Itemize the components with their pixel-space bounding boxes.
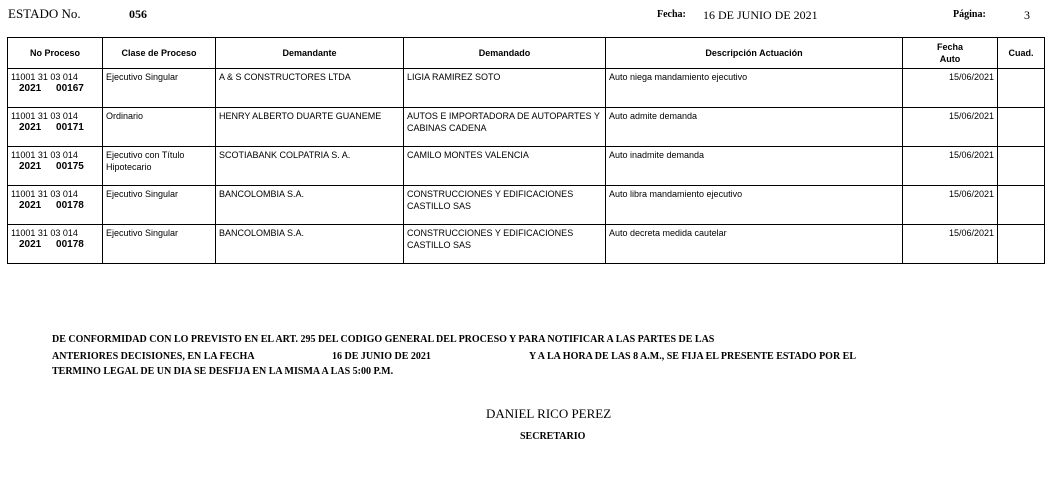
cell-clase: Ejecutivo Singular bbox=[103, 225, 216, 264]
proceso-number: 2021 00167 bbox=[19, 83, 84, 94]
cell-demandante: A & S CONSTRUCTORES LTDA bbox=[216, 69, 404, 108]
cell-fecha-auto: 15/06/2021 bbox=[903, 69, 998, 108]
legal-text-line2-end: Y A LA HORA DE LAS 8 A.M., SE FIJA EL PRESENTE ESTADO POR EL bbox=[529, 351, 857, 362]
signer-name: DANIEL RICO PEREZ bbox=[486, 406, 612, 421]
table-row bbox=[8, 108, 1045, 147]
table-row bbox=[8, 69, 1045, 108]
legal-text-line1: DE CONFORMIDAD CON LO PREVISTO EN EL ART. 295 DEL CODIGO GENERAL DEL PROCESO Y PARA NOTIFICAR A LAS PARTES DE LAS bbox=[52, 334, 715, 345]
proceso-number: 2021 00178 bbox=[19, 200, 84, 211]
cell-fecha-auto: 15/06/2021 bbox=[903, 147, 998, 186]
cell-clase: Ordinario bbox=[103, 108, 216, 147]
cell-cuad bbox=[998, 108, 1045, 147]
cell-proceso bbox=[8, 147, 103, 186]
cell-fecha-auto: 15/06/2021 bbox=[903, 108, 998, 147]
cell-clase: Ejecutivo Singular bbox=[103, 186, 216, 225]
legal-text-line3: TERMINO LEGAL DE UN DIA SE DESFIJA EN LA MISMA A LAS 5:00 P.M. bbox=[52, 366, 394, 377]
col-header-clase: Clase de Proceso bbox=[103, 38, 216, 69]
cell-demandante: HENRY ALBERTO DUARTE GUANEME bbox=[216, 108, 404, 147]
cell-clase: Ejecutivo Singular bbox=[103, 69, 216, 108]
table-header-row bbox=[8, 38, 1045, 69]
cell-fecha-auto: 15/06/2021 bbox=[903, 225, 998, 264]
cell-cuad bbox=[998, 225, 1045, 264]
cell-demandado: CONSTRUCCIONES Y EDIFICACIONES CASTILLO SAS bbox=[404, 186, 606, 225]
col-header-cuad: Cuad. bbox=[998, 38, 1045, 69]
proceso-code: 11001 31 03 014 bbox=[11, 189, 78, 199]
table-row bbox=[8, 225, 1045, 264]
signer-role: SECRETARIO bbox=[520, 431, 586, 442]
cell-proceso bbox=[8, 69, 103, 108]
cell-clase: Ejecutivo con Título Hipotecario bbox=[103, 147, 216, 186]
col-header-descripcion: Descripción Actuación bbox=[606, 38, 903, 69]
cell-demandante: BANCOLOMBIA S.A. bbox=[216, 225, 404, 264]
cell-cuad bbox=[998, 147, 1045, 186]
cell-fecha-auto: 15/06/2021 bbox=[903, 186, 998, 225]
proceso-number: 2021 00178 bbox=[19, 239, 84, 250]
cell-demandado: AUTOS E IMPORTADORA DE AUTOPARTES Y CABINAS CADENA bbox=[404, 108, 606, 147]
cell-demandado: LIGIA RAMIREZ SOTO bbox=[404, 69, 606, 108]
estado-table bbox=[7, 37, 1045, 264]
col-header-no-proceso: No Proceso bbox=[8, 38, 103, 69]
cell-descripcion: Auto decreta medida cautelar bbox=[606, 225, 903, 264]
col-header-fecha-auto-line2: Auto bbox=[939, 54, 961, 64]
proceso-number: 2021 00175 bbox=[19, 161, 84, 172]
col-header-fecha-auto bbox=[903, 38, 998, 69]
cell-cuad bbox=[998, 69, 1045, 108]
fecha-label: Fecha: bbox=[657, 9, 686, 20]
cell-proceso bbox=[8, 186, 103, 225]
cell-demandado: CONSTRUCCIONES Y EDIFICACIONES CASTILLO SAS bbox=[404, 225, 606, 264]
table-row bbox=[8, 186, 1045, 225]
pagina-label: Página: bbox=[953, 9, 986, 20]
col-header-fecha-auto-line1: Fecha bbox=[936, 42, 963, 52]
estado-label: ESTADO No. bbox=[8, 6, 81, 21]
cell-descripcion: Auto inadmite demanda bbox=[606, 147, 903, 186]
col-header-demandado: Demandado bbox=[404, 38, 606, 69]
cell-demandante: SCOTIABANK COLPATRIA S. A. bbox=[216, 147, 404, 186]
cell-proceso bbox=[8, 108, 103, 147]
col-header-demandante: Demandante bbox=[216, 38, 404, 69]
cell-descripcion: Auto niega mandamiento ejecutivo bbox=[606, 69, 903, 108]
proceso-number: 2021 00171 bbox=[19, 122, 84, 133]
fecha-value: 16 DE JUNIO DE 2021 bbox=[703, 8, 818, 22]
proceso-code: 11001 31 03 014 bbox=[11, 72, 78, 82]
cell-proceso bbox=[8, 225, 103, 264]
cell-descripcion: Auto admite demanda bbox=[606, 108, 903, 147]
pagina-value: 3 bbox=[1024, 8, 1030, 22]
cell-descripcion: Auto libra mandamiento ejecutivo bbox=[606, 186, 903, 225]
cell-cuad bbox=[998, 186, 1045, 225]
table-row bbox=[8, 147, 1045, 186]
proceso-code: 11001 31 03 014 bbox=[11, 228, 78, 238]
cell-demandado: CAMILO MONTES VALENCIA bbox=[404, 147, 606, 186]
legal-text-date: 16 DE JUNIO DE 2021 bbox=[332, 351, 431, 362]
cell-demandante: BANCOLOMBIA S.A. bbox=[216, 186, 404, 225]
legal-text-line2-start: ANTERIORES DECISIONES, EN LA FECHA bbox=[52, 351, 255, 362]
estado-number: 056 bbox=[129, 7, 147, 21]
proceso-code: 11001 31 03 014 bbox=[11, 150, 78, 160]
proceso-code: 11001 31 03 014 bbox=[11, 111, 78, 121]
